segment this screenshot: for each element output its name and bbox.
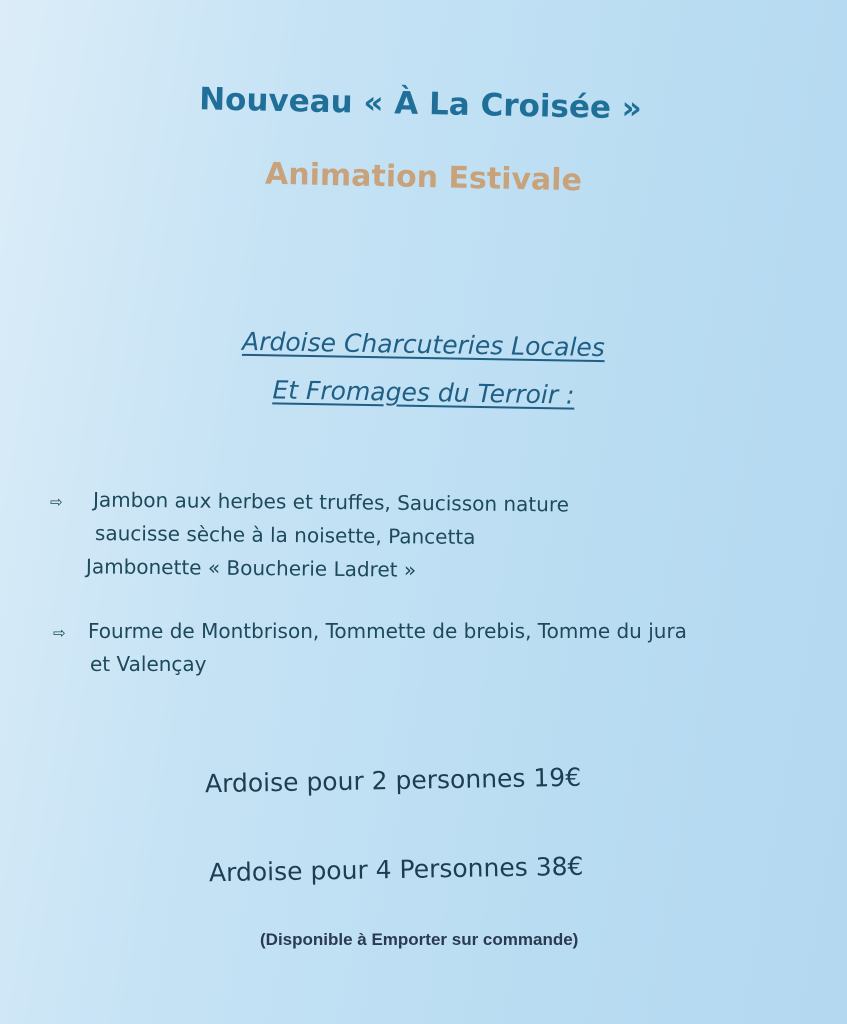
item-line: Jambon aux herbes et truffes, Saucisson nature: [92, 487, 570, 517]
item-line: saucisse sèche à la noisette, Pancetta: [94, 521, 476, 549]
takeaway-note: (Disponible à Emporter sur commande): [260, 930, 579, 949]
item-line: et Valençay: [90, 652, 207, 676]
price-2-persons: Ardoise pour 2 personnes 19€: [204, 762, 582, 799]
arrow-right-icon: ⇨: [52, 623, 66, 643]
item-line: Fourme de Montbrison, Tommette de brebis, Tomme du jura: [88, 619, 687, 643]
price-4-persons: Ardoise pour 4 Personnes 38€: [208, 851, 584, 888]
item-line: Jambonette « Boucherie Ladret »: [85, 554, 417, 582]
section-heading-line2: Et Fromages du Terroir :: [272, 375, 575, 410]
section-heading-line1: Ardoise Charcuteries Locales: [241, 326, 606, 363]
menu-subtitle: Animation Estivale: [264, 156, 583, 199]
arrow-right-icon: ⇨: [49, 492, 63, 512]
menu-title: Nouveau « À La Croisée »: [198, 81, 643, 127]
